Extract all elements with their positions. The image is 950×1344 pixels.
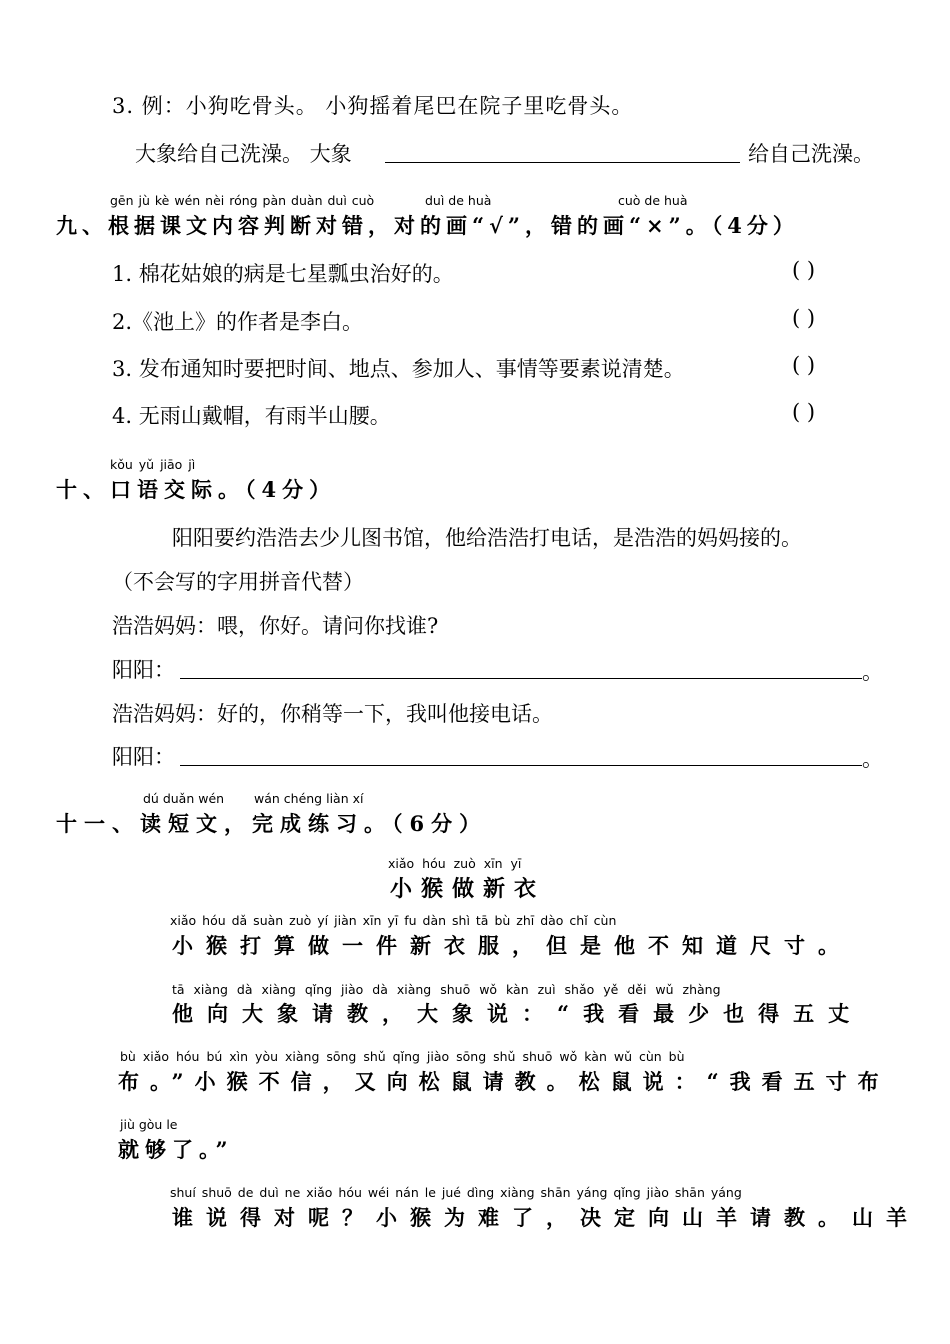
q9-item-1: 1. 棉花姑娘的病是七星瓢虫治好的。 xyxy=(112,262,454,286)
q10-end-mark-2: 。 xyxy=(862,747,883,771)
story-line-5-pinyin: shuí shuō de duì ne xiǎo hóu wéi nán le jué dìng xiàng shān yáng qǐng jiào shān yáng xyxy=(170,1185,742,1200)
q9-title: 九、根据课文内容判断对错，对的画“√”，错的画“×”。（4分） xyxy=(56,213,799,238)
q10-pinyin: kǒu yǔ jiāo jì xyxy=(110,457,196,472)
q11-pinyin-2: wán chéng liàn xí xyxy=(254,791,364,806)
story-line-2: 他向大象请教，大象说：“我看最少也得五丈 xyxy=(172,1001,864,1026)
story-line-3: 布。”小猴不信，又向松鼠请教。松鼠说：“我看五寸布 xyxy=(118,1069,890,1094)
q10-title: 十、口语交际。（4分） xyxy=(56,477,337,502)
q9-item-2: 2.《池上》的作者是李白。 xyxy=(112,310,364,334)
story-line-1: 小猴打算做一件新衣服，但是他不知道尺寸。 xyxy=(172,933,852,958)
q10-answer-blank-2[interactable] xyxy=(180,765,862,766)
q8-task-start: 大象给自己洗澡。 大象 xyxy=(135,142,352,166)
q9-answer-2[interactable]: ( ) xyxy=(792,306,816,330)
q8-answer-blank[interactable] xyxy=(385,162,740,163)
q10-dialog-4-label: 阳阳： xyxy=(112,745,175,769)
q10-answer-blank-1[interactable] xyxy=(180,678,862,679)
q9-pinyin-3: cuò de huà xyxy=(618,193,688,208)
story-title-pinyin: xiǎo hóu zuò xīn yī xyxy=(388,856,522,871)
q10-dialog-3: 浩浩妈妈：好的，你稍等一下，我叫他接电话。 xyxy=(112,702,553,726)
story-line-1-pinyin: xiǎo hóu dǎ suàn zuò yí jiàn xīn yī fu dàn shì tā bù zhī dào chǐ cùn xyxy=(170,913,617,928)
q9-item-3: 3. 发布通知时要把时间、地点、参加人、事情等要素说清楚。 xyxy=(112,357,685,381)
q9-pinyin-1: gēn jù kè wén nèi róng pàn duàn duì cuò xyxy=(110,193,375,208)
story-line-5: 谁说得对呢？小猴为难了，决定向山羊请教。山羊 xyxy=(172,1205,920,1230)
q10-end-mark-1: 。 xyxy=(862,660,883,684)
q9-answer-4[interactable]: ( ) xyxy=(792,400,816,424)
q10-dialog-1: 浩浩妈妈：喂，你好。请问你找谁? xyxy=(112,614,439,638)
q10-note: （不会写的字用拼音代替） xyxy=(112,570,364,594)
q9-pinyin-2: duì de huà xyxy=(425,193,492,208)
q10-dialog-2-label: 阳阳： xyxy=(112,658,175,682)
story-title: 小猴做新衣 xyxy=(390,876,546,902)
q10-intro: 阳阳要约浩浩去少儿图书馆，他给浩浩打电话，是浩浩的妈妈接的。 xyxy=(172,526,802,550)
story-line-3-pinyin: bù xiǎo hóu bú xìn yòu xiàng sōng shǔ qǐng jiào sōng shǔ shuō wǒ kàn wǔ cùn bù xyxy=(120,1049,685,1064)
story-line-4-pinyin: jiù gòu le xyxy=(120,1117,178,1132)
q11-pinyin-1: dú duǎn wén xyxy=(143,791,225,806)
q9-answer-1[interactable]: ( ) xyxy=(792,258,816,282)
q8-example: 3. 例：小狗吃骨头。 小狗摇着尾巴在院子里吃骨头。 xyxy=(112,94,634,118)
story-line-2-pinyin: tā xiàng dà xiàng qǐng jiào dà xiàng shuō wǒ kàn zuì shǎo yě děi wǔ zhàng xyxy=(172,982,721,997)
q11-title: 十一、读短文，完成练习。（6分） xyxy=(56,811,488,836)
q9-item-4: 4. 无雨山戴帽，有雨半山腰。 xyxy=(112,404,391,428)
story-line-4: 就够了。” xyxy=(118,1137,234,1162)
q8-task-end: 给自己洗澡。 xyxy=(748,142,874,166)
q9-answer-3[interactable]: ( ) xyxy=(792,353,816,377)
